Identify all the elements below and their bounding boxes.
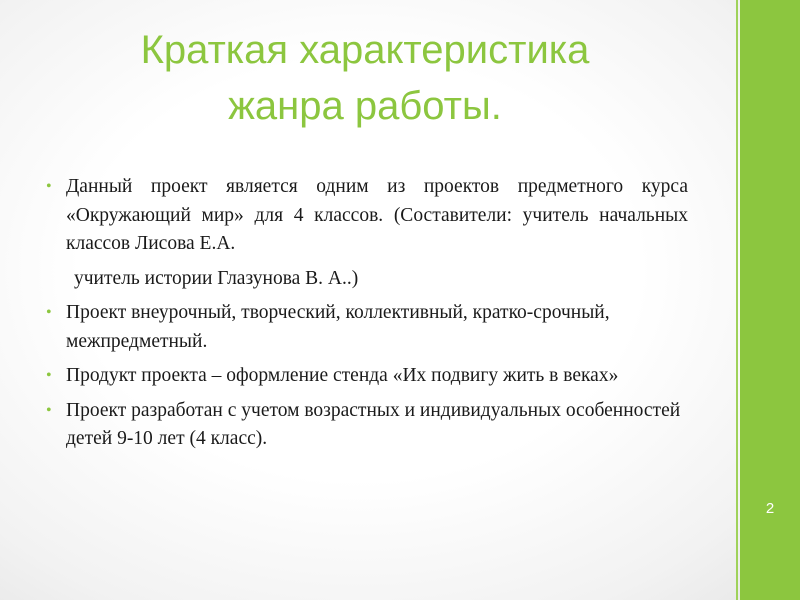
list-item [44,299,688,356]
page-number: 2 [765,500,775,517]
list-item-continuation: учитель истории Глазунова В. А..) [74,267,359,289]
list-item [44,173,688,259]
list-item [44,397,688,454]
list-item-text: Продукт проекта – оформление стенда «Их подвигу жить в веках» [66,365,619,386]
title-line-2: жанра работы. [228,84,502,128]
bullet-dot-icon: • [46,304,52,321]
side-divider [736,0,738,600]
list-item-text: Данный проект является одним из проектов предметного курса «Окружающий мир» для 4 классов. (Составители: учитель начальных классов Лисова Е.А. [66,176,688,254]
bullet-dot-icon: • [46,401,52,419]
bullet-dot-icon: • [46,367,52,384]
title-line-1: Краткая характеристика [140,28,590,72]
list-item-text: Проект разработан с учетом возрастных и индивидуальных особенностей детей 9-10 лет (4 класс). [66,399,681,449]
list-item [44,362,688,391]
list-item-text: Проект внеурочный, творческий, коллективный, кратко-срочный, межпредметный. [66,302,610,352]
slide-body [44,173,688,460]
bullet-dot-icon: • [46,178,52,195]
slide-title [40,22,690,134]
